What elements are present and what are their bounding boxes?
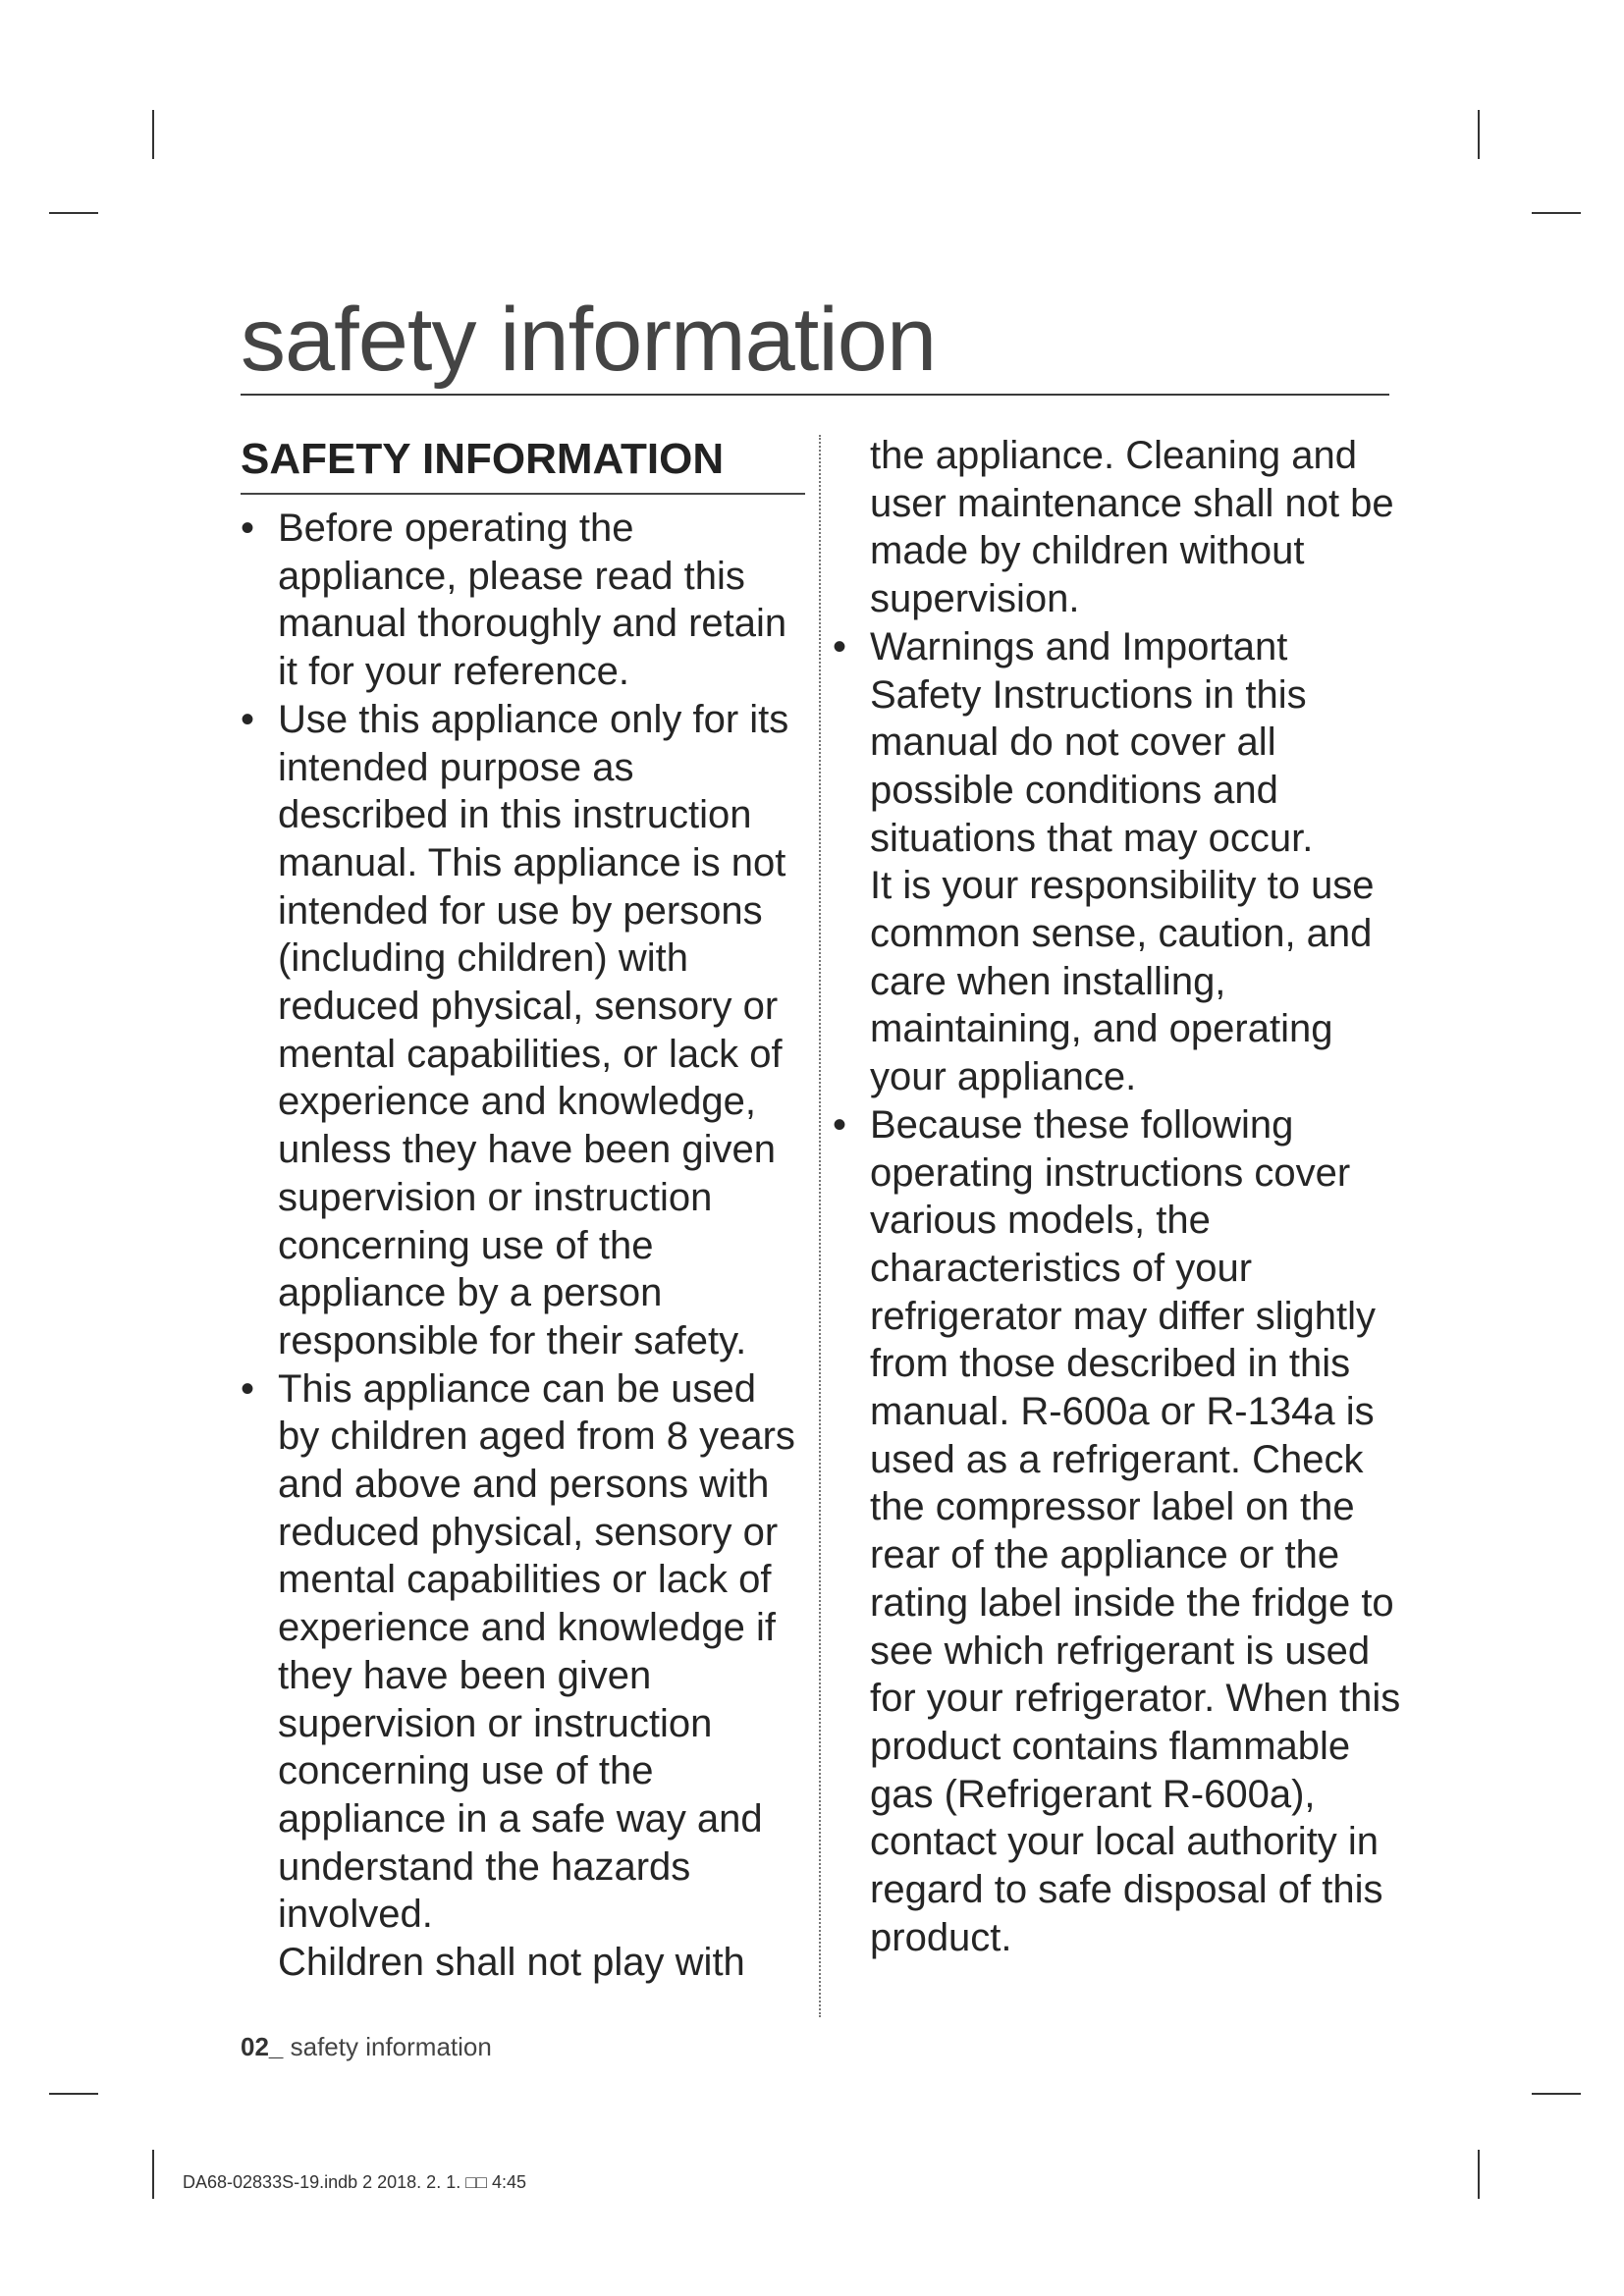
crop-mark bbox=[1532, 2093, 1581, 2095]
crop-mark bbox=[49, 2093, 98, 2095]
list-item-text: Use this appliance only for its intended purpose as described in this instruction manual. This appliance is not intended for use by persons (including children) with reduced physical, sensory or mental capabilities, or lack of experience and knowledge, unless they have been given supervision or instruction concerning use of the appliance by a person responsible for their safety. bbox=[278, 697, 789, 1362]
list-item-extra-text: It is your responsibility to use common sense, caution, and care when installing, maintaining, and operating your appliance. bbox=[870, 864, 1375, 1099]
page-title: safety information bbox=[241, 290, 937, 390]
right-column bbox=[833, 432, 1402, 1962]
continued-text: Children shall not play with bbox=[278, 1941, 745, 1985]
list-item bbox=[833, 623, 1402, 1101]
bullet-icon: • bbox=[241, 1366, 255, 1411]
bullet-list bbox=[833, 623, 1402, 1962]
list-item-text: Before operating the appliance, please read this manual thoroughly and retain it for your reference. bbox=[278, 507, 787, 694]
crop-mark bbox=[1478, 2150, 1480, 2199]
crop-mark bbox=[1532, 212, 1581, 214]
crop-mark bbox=[1478, 110, 1480, 159]
left-column bbox=[241, 432, 805, 1987]
bullet-list bbox=[241, 505, 805, 1939]
bullet-icon: • bbox=[241, 507, 255, 550]
print-info: DA68-02833S-19.indb 2 2018. 2. 1. □□ 4:45 bbox=[183, 2172, 526, 2192]
continued-text: the appliance. Cleaning and user maintenance shall not be made by children without supervision. bbox=[870, 434, 1394, 621]
crop-mark bbox=[152, 110, 154, 159]
footer-label: safety information bbox=[290, 2032, 492, 2061]
bullet-icon: • bbox=[833, 1102, 847, 1147]
list-item bbox=[241, 1365, 805, 1939]
list-item bbox=[241, 696, 805, 1365]
list-item bbox=[833, 1101, 1402, 1962]
title-rule bbox=[241, 394, 1389, 396]
column-divider bbox=[819, 435, 821, 2017]
list-item-text: Because these following operating instructions cover various models, the characteristics of your refrigerator may differ slightly from those described in this manual. R-600a or R-134a is used as a refrigerant. Check the compressor label on the rear of the appliance or the rating label inside the fridge to see which refrigerant is used for your refrigerator. When this product contains flammable gas (Refrigerant R-600a), contact your local authority in regard to safe disposal of this product. bbox=[870, 1102, 1401, 1959]
list-item-text: This appliance can be used by children aged from 8 years and above and persons with reduced physical, sensory or mental capabilities or lack of experience and knowledge if they have been given supervision or instruction concerning use of the appliance in a safe way and understand the hazards involved. bbox=[278, 1366, 795, 1937]
section-heading: SAFETY INFORMATION bbox=[241, 432, 805, 495]
page-number: 02_ bbox=[241, 2032, 284, 2061]
page-footer bbox=[241, 2032, 492, 2062]
bullet-icon: • bbox=[833, 624, 847, 668]
bullet-icon: • bbox=[241, 697, 255, 741]
list-item-text: Warnings and Important Safety Instructions in this manual do not cover all possible conditions and situations that may occur. bbox=[870, 624, 1314, 860]
crop-mark bbox=[49, 212, 98, 214]
list-item bbox=[241, 505, 805, 696]
crop-mark bbox=[152, 2150, 154, 2199]
